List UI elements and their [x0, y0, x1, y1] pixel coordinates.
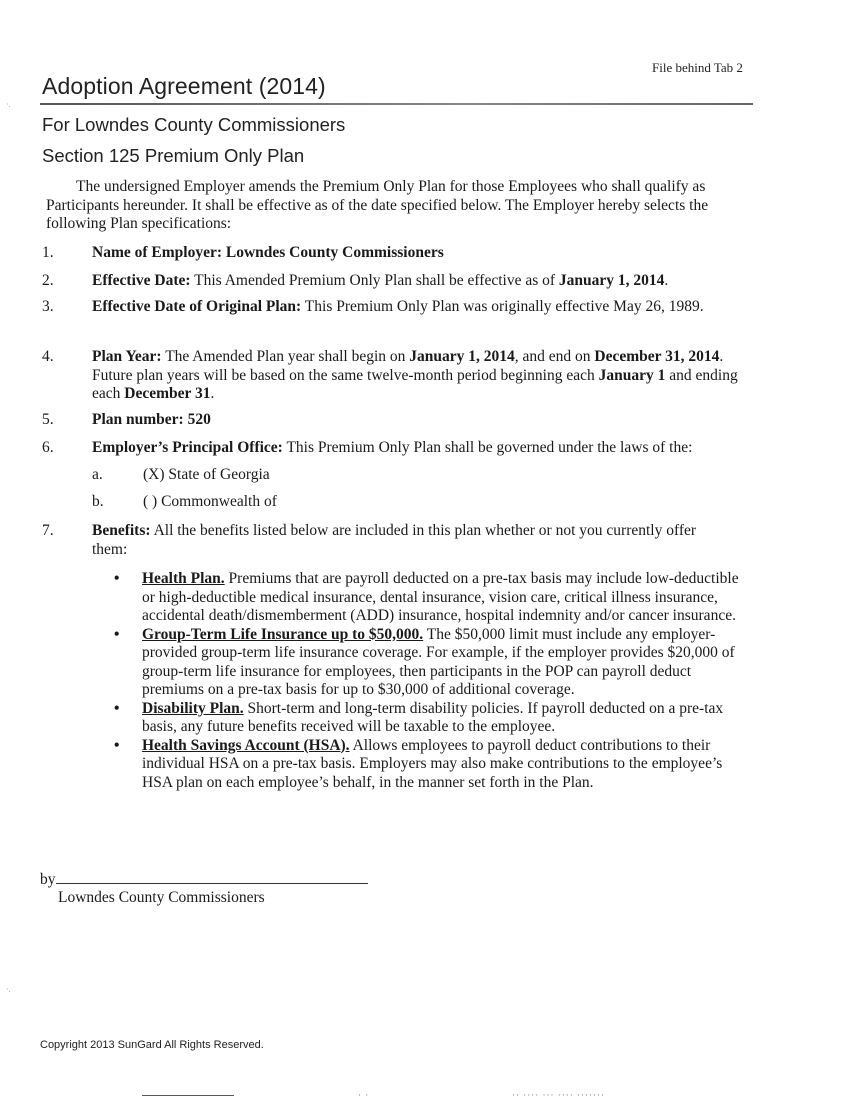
benefit-text: Allows employees to payroll deduct contributions to their individual HSA on a pre-tax basis. Employers may also make contributions to the employee’s HSA plan on each employee’s behalf, in the manner set forth in the Plan.: [142, 736, 723, 791]
benefit-health-plan: [112, 570, 742, 626]
plan-year-end: December 31, 2014: [594, 348, 720, 365]
item-label: Plan Year:: [92, 348, 162, 365]
plan-year-start: January 1, 2014: [409, 348, 515, 365]
benefit-text: Premiums that are payroll deducted on a pre-tax basis may include low-deductible or high-deductible medical insurance, dental insurance, vision care, critical illness insurance, accidental death/dismemberment (ADD) insurance, hospital indemnity and/or cancer insurance.: [142, 570, 739, 624]
spec-item-plan-year: [42, 348, 762, 404]
item-text: This Premium Only Plan shall be governed under the laws of the:: [282, 439, 693, 456]
scan-mark: ·.: [6, 100, 11, 109]
item-text: All the benefits listed below are included in this plan whether or not you currently offer them:: [92, 522, 697, 558]
item-text: This Amended Premium Only Plan shall be effective as of: [190, 272, 559, 289]
copyright-notice: Copyright 2013 SunGard All Rights Reserved.: [40, 1039, 264, 1051]
jurisdiction-option-b: [92, 493, 277, 512]
item-text: and ending each: [92, 366, 738, 402]
bullet-icon: •: [114, 625, 120, 643]
spec-item-effective-date: [42, 272, 762, 291]
item-text: . Future plan years will be based on the same twelve-month period beginning each: [92, 348, 724, 384]
document-subtitle-employer: For Lowndes County Commissioners: [42, 114, 346, 135]
item-label: Effective Date of Original Plan:: [92, 298, 302, 315]
cropped-text-fragment: · ·: [358, 1090, 370, 1100]
benefit-title: Health Savings Account (HSA).: [142, 736, 350, 754]
cropped-text-fragment: ·· ···· ··· ···· ·······: [512, 1090, 605, 1100]
item-number: 6.: [42, 439, 54, 456]
spec-item-employer-name: [42, 244, 762, 263]
item-label: Effective Date:: [92, 272, 191, 289]
cropped-rule: [142, 1095, 234, 1096]
future-year-start: January 1: [598, 366, 666, 384]
item-text: .: [210, 385, 215, 402]
file-note: File behind Tab 2: [652, 60, 743, 75]
item-number: 2.: [42, 272, 54, 289]
item-label: Name of Employer: Lowndes County Commissioners: [92, 244, 444, 261]
item-number: 3.: [42, 298, 54, 315]
option-text: ( ) Commonwealth of: [143, 493, 277, 510]
intro-paragraph: The undersigned Employer amends the Premium Only Plan for those Employees who shall qualify as Participants hereunder. It shall be effective as of the date specified below. The Employer hereby selects the following Plan specifications:: [46, 178, 709, 232]
item-label: Employer’s Principal Office:: [92, 439, 283, 456]
benefit-group-term-life: [112, 626, 742, 700]
item-text: The Amended Plan year shall begin on: [161, 348, 410, 365]
spec-item-benefits: [42, 522, 762, 559]
spec-item-plan-number: [42, 411, 762, 430]
spec-item-principal-office: [42, 439, 762, 458]
item-label: Benefits:: [92, 522, 151, 539]
bullet-icon: •: [114, 699, 120, 717]
effective-date-value: January 1, 2014: [558, 272, 665, 289]
spec-item-original-date: [42, 298, 762, 317]
item-number: 7.: [42, 522, 54, 539]
benefit-hsa: [112, 737, 742, 793]
item-number: 4.: [42, 348, 54, 365]
item-number: 5.: [42, 411, 54, 428]
benefit-disability-plan: [112, 700, 742, 737]
benefits-list: [112, 570, 742, 792]
title-divider: [40, 103, 753, 105]
signature-block: [40, 871, 368, 889]
option-letter: a.: [92, 466, 103, 483]
benefit-text: The $50,000 limit must include any employer-provided group-term life insurance coverage. For example, if the employer provides $20,000 of group-term life insurance for employees, then participants in the POP can payroll deduct premiums on a pre-tax basis for up to $30,000 of additional coverage.: [142, 625, 735, 698]
option-letter: b.: [92, 493, 104, 510]
bullet-icon: •: [114, 570, 120, 587]
benefit-title: Health Plan.: [142, 570, 225, 587]
document-subtitle-plan: Section 125 Premium Only Plan: [42, 145, 305, 166]
option-text: (X) State of Georgia: [143, 466, 270, 483]
document-title: Adoption Agreement (2014): [42, 73, 326, 99]
signature-prefix: by: [40, 871, 56, 888]
item-text-end: .: [664, 272, 669, 289]
item-number: 1.: [42, 244, 54, 261]
item-text: , and end on: [514, 348, 595, 365]
bullet-icon: •: [114, 736, 120, 754]
benefit-title: Group-Term Life Insurance up to $50,000.: [142, 625, 424, 643]
scan-mark: ·.: [6, 985, 11, 994]
benefit-text: Short-term and long-term disability policies. If payroll deducted on a pre-tax basis, any future benefits received will be taxable to the employee.: [142, 699, 724, 735]
benefit-title: Disability Plan.: [142, 699, 244, 717]
signatory-name: Lowndes County Commissioners: [58, 889, 265, 906]
item-label: Plan number: 520: [92, 411, 211, 428]
signature-line[interactable]: [56, 871, 368, 884]
jurisdiction-option-a: [92, 466, 270, 485]
future-year-end: December 31: [124, 385, 211, 402]
item-text: This Premium Only Plan was originally effective May 26, 1989.: [301, 298, 704, 315]
